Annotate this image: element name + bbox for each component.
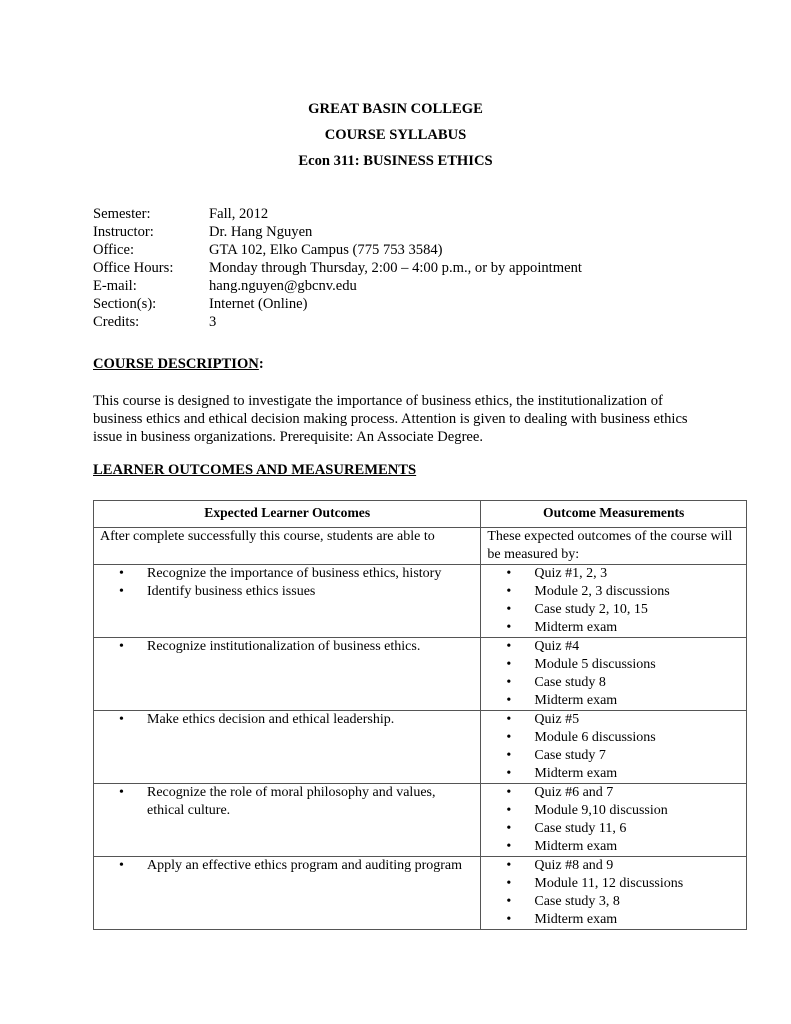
info-row xyxy=(93,259,582,277)
info-value: Internet (Online) xyxy=(209,296,308,312)
outcomes-list xyxy=(100,857,474,875)
measurement-item: • Midterm exam xyxy=(487,619,740,637)
measurements-cell xyxy=(481,565,747,638)
info-value: 3 xyxy=(209,314,217,330)
table-row xyxy=(94,638,747,711)
course-description-heading xyxy=(93,355,264,373)
measurements-list xyxy=(487,784,740,856)
info-label: Section(s): xyxy=(93,296,157,312)
measurement-item: • Case study 11, 6 xyxy=(487,820,740,838)
outcomes-table xyxy=(93,500,747,930)
measurement-item: • Midterm exam xyxy=(487,911,740,929)
measurement-item: • Module 5 discussions xyxy=(487,656,740,674)
measurements-list xyxy=(487,711,740,783)
info-row xyxy=(93,241,582,259)
outcome-item: • Identify business ethics issues xyxy=(100,583,474,601)
outcome-item: • Make ethics decision and ethical leadership. xyxy=(100,711,474,729)
measurement-item: • Midterm exam xyxy=(487,838,740,856)
info-value: hang.nguyen@gbcnv.edu xyxy=(209,278,357,294)
outcomes-list xyxy=(100,784,474,820)
table-row xyxy=(94,565,747,638)
heading-colon: : xyxy=(258,356,264,372)
outcomes-intro: After complete successfully this course, students are able to xyxy=(94,528,481,565)
outcomes-list xyxy=(100,638,474,656)
outcome-item: • Recognize institutionalization of business ethics. xyxy=(100,638,474,656)
course-title: Econ 311: BUSINESS ETHICS xyxy=(298,153,493,169)
info-label: Office Hours: xyxy=(93,260,174,276)
measurement-item: • Case study 7 xyxy=(487,747,740,765)
info-row xyxy=(93,205,582,223)
info-value: Fall, 2012 xyxy=(209,206,269,222)
info-row xyxy=(93,223,582,241)
measurements-list xyxy=(487,565,740,637)
measurement-item: • Case study 3, 8 xyxy=(487,893,740,911)
outcome-item: • Recognize the role of moral philosophy and values, ethical culture. xyxy=(100,784,474,820)
measurement-item: • Module 6 discussions xyxy=(487,729,740,747)
table-header-row xyxy=(94,501,747,528)
table-row xyxy=(94,784,747,857)
course-description-text: This course is designed to investigate the importance of business ethics, the institutionalization of business ethics and ethical decision making process. Attention is given to dealing with business ethics issue in business organizations. Prerequisite: An Associate Degree. xyxy=(93,393,688,445)
learner-outcomes-heading-text: LEARNER OUTCOMES AND MEASUREMENTS xyxy=(93,462,417,478)
measurements-cell xyxy=(481,784,747,857)
measurement-item: • Case study 8 xyxy=(487,674,740,692)
measurements-list xyxy=(487,638,740,710)
measurements-cell xyxy=(481,711,747,784)
outcomes-cell xyxy=(94,565,481,638)
document-type: COURSE SYLLABUS xyxy=(324,127,467,143)
outcomes-cell xyxy=(94,784,481,857)
measurement-item: • Case study 2, 10, 15 xyxy=(487,601,740,619)
measurement-item: • Midterm exam xyxy=(487,692,740,710)
table-intro-row xyxy=(94,528,747,565)
measurements-cell xyxy=(481,638,747,711)
outcome-item: • Recognize the importance of business ethics, history xyxy=(100,565,474,583)
outcome-item: • Apply an effective ethics program and auditing program xyxy=(100,857,474,875)
info-value: GTA 102, Elko Campus (775 753 3584) xyxy=(209,242,443,258)
info-row xyxy=(93,277,582,295)
course-description-heading-text: COURSE DESCRIPTION xyxy=(93,356,259,372)
measurement-item: • Quiz #6 and 7 xyxy=(487,784,740,802)
measurement-item: • Quiz #8 and 9 xyxy=(487,857,740,875)
table-row xyxy=(94,857,747,930)
measurement-item: • Module 2, 3 discussions xyxy=(487,583,740,601)
measurement-item: • Module 9,10 discussion xyxy=(487,802,740,820)
column-header-measurements: Outcome Measurements xyxy=(481,501,747,528)
course-info xyxy=(93,205,582,331)
measurement-item: • Midterm exam xyxy=(487,765,740,783)
info-row xyxy=(93,313,582,331)
info-label: E-mail: xyxy=(93,278,137,294)
college-name: GREAT BASIN COLLEGE xyxy=(308,101,483,117)
outcomes-cell xyxy=(94,857,481,930)
outcomes-list xyxy=(100,711,474,729)
outcomes-list xyxy=(100,565,474,601)
outcomes-cell xyxy=(94,638,481,711)
measurement-item: • Quiz #5 xyxy=(487,711,740,729)
measurement-item: • Module 11, 12 discussions xyxy=(487,875,740,893)
outcomes-cell xyxy=(94,711,481,784)
info-label: Instructor: xyxy=(93,224,154,240)
measurement-item: • Quiz #4 xyxy=(487,638,740,656)
info-value: Dr. Hang Nguyen xyxy=(209,224,313,240)
info-label: Credits: xyxy=(93,314,140,330)
info-label: Semester: xyxy=(93,206,151,222)
table-row xyxy=(94,711,747,784)
info-row xyxy=(93,295,582,313)
measurements-list xyxy=(487,857,740,929)
measurement-item: • Quiz #1, 2, 3 xyxy=(487,565,740,583)
info-value: Monday through Thursday, 2:00 – 4:00 p.m., or by appointment xyxy=(209,260,582,276)
column-header-outcomes: Expected Learner Outcomes xyxy=(94,501,481,528)
measurements-intro: These expected outcomes of the course will be measured by: xyxy=(481,528,747,565)
learner-outcomes-heading xyxy=(93,461,416,479)
info-label: Office: xyxy=(93,242,135,258)
measurements-cell xyxy=(481,857,747,930)
